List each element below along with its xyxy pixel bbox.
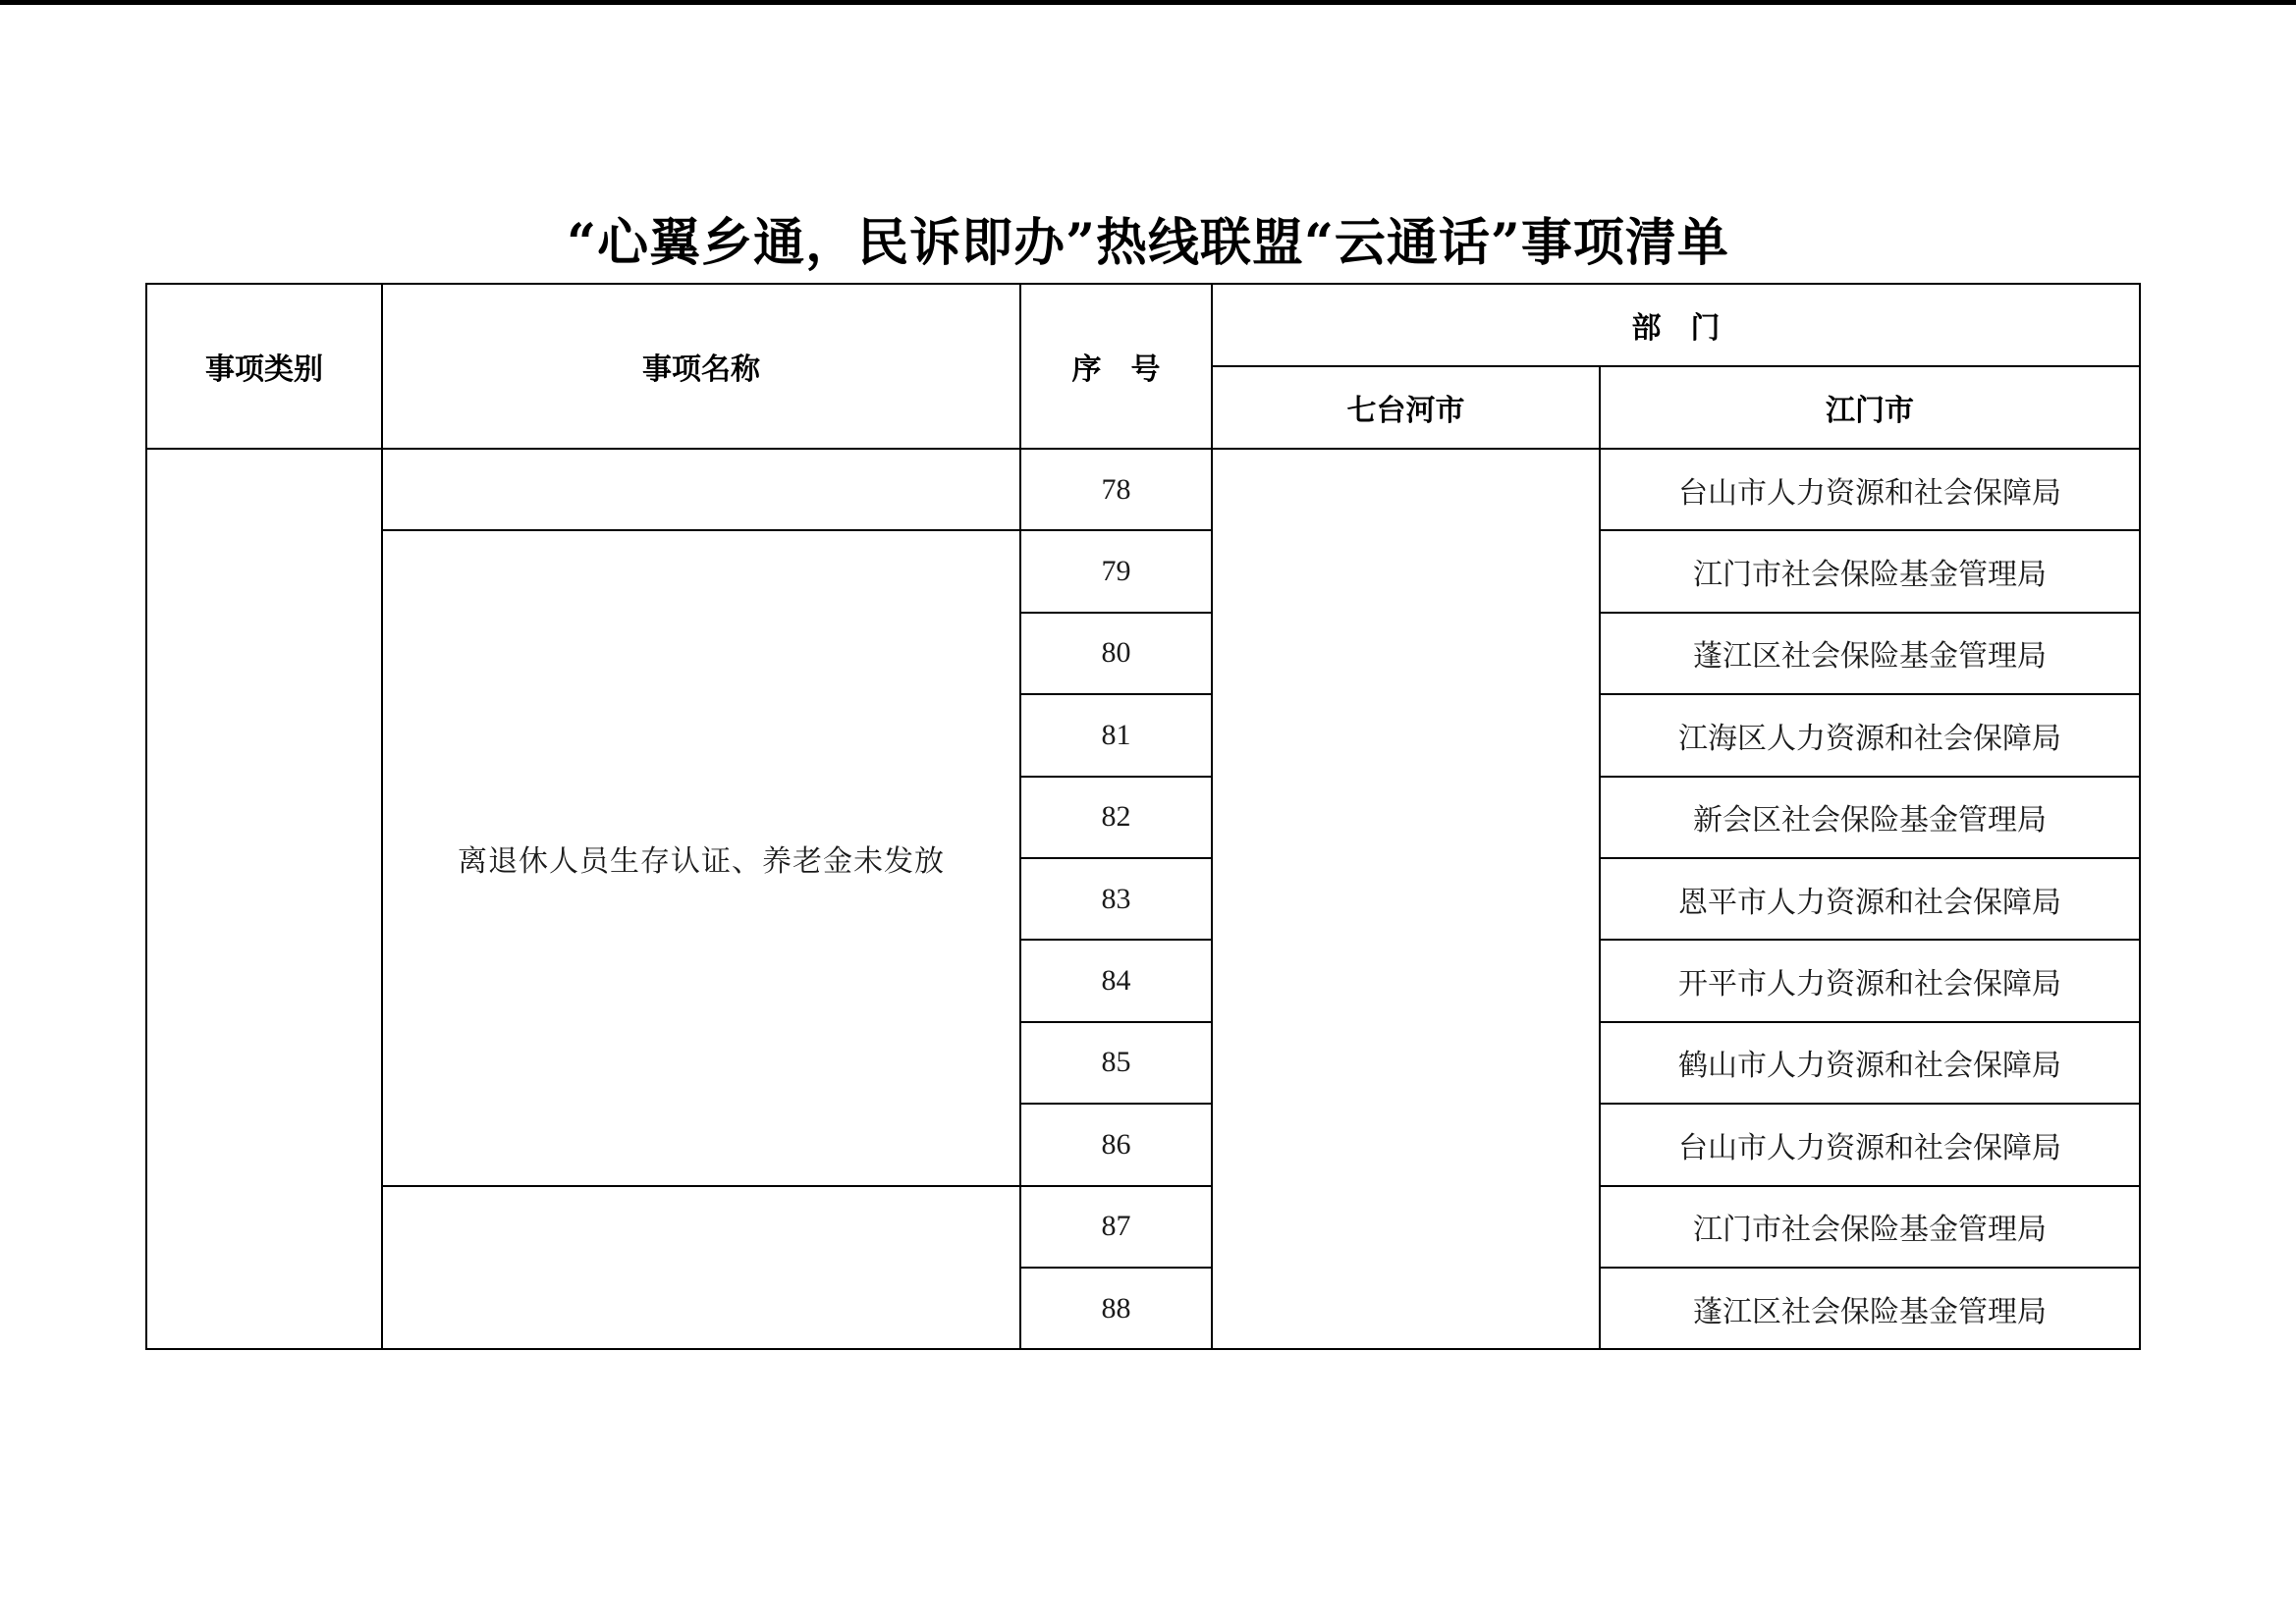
seq-cell: 83 [1020,858,1212,940]
seq-cell: 84 [1020,940,1212,1021]
jiangmen-dept-cell: 鹤山市人力资源和社会保障局 [1600,1022,2140,1104]
jiangmen-dept-cell: 江门市社会保险基金管理局 [1600,1186,2140,1268]
jiangmen-dept-cell: 新会区社会保险基金管理局 [1600,777,2140,858]
category-cell [146,449,382,1349]
seq-cell: 87 [1020,1186,1212,1268]
qitaihe-cell [1212,449,1600,1349]
jiangmen-dept-cell: 江海区人力资源和社会保障局 [1600,694,2140,776]
table-row [146,1186,2140,1268]
header-qitaihe: 七台河市 [1212,366,1600,449]
seq-cell: 88 [1020,1268,1212,1349]
items-table [145,283,2141,1350]
jiangmen-dept-cell: 台山市人力资源和社会保障局 [1600,1104,2140,1185]
item-name-cell [382,1186,1020,1350]
seq-cell: 78 [1020,449,1212,530]
page-blank-area [0,1355,2296,1623]
header-category: 事项类别 [146,284,382,449]
scan-top-edge [0,0,2296,5]
header-row-1 [146,284,2140,366]
jiangmen-dept-cell: 恩平市人力资源和社会保障局 [1600,858,2140,940]
seq-cell: 79 [1020,530,1212,612]
header-seq: 序 号 [1020,284,1212,449]
header-jiangmen: 江门市 [1600,366,2140,449]
jiangmen-dept-cell: 台山市人力资源和社会保障局 [1600,449,2140,530]
table-row [146,530,2140,612]
item-name-cell: 离退休人员生存认证、养老金未发放 [382,530,1020,1185]
jiangmen-dept-cell: 蓬江区社会保险基金管理局 [1600,1268,2140,1349]
seq-cell: 80 [1020,613,1212,694]
jiangmen-dept-cell: 开平市人力资源和社会保障局 [1600,940,2140,1021]
seq-cell: 81 [1020,694,1212,776]
header-department: 部 门 [1212,284,2140,366]
header-item-name: 事项名称 [382,284,1020,449]
document-title: “心翼乡通，民诉即办”热线联盟“云通话”事项清单 [567,213,1729,273]
jiangmen-dept-cell: 江门市社会保险基金管理局 [1600,530,2140,612]
table-row [146,449,2140,530]
jiangmen-dept-cell: 蓬江区社会保险基金管理局 [1600,613,2140,694]
item-name-cell [382,449,1020,530]
seq-cell: 86 [1020,1104,1212,1185]
seq-cell: 85 [1020,1022,1212,1104]
seq-cell: 82 [1020,777,1212,858]
